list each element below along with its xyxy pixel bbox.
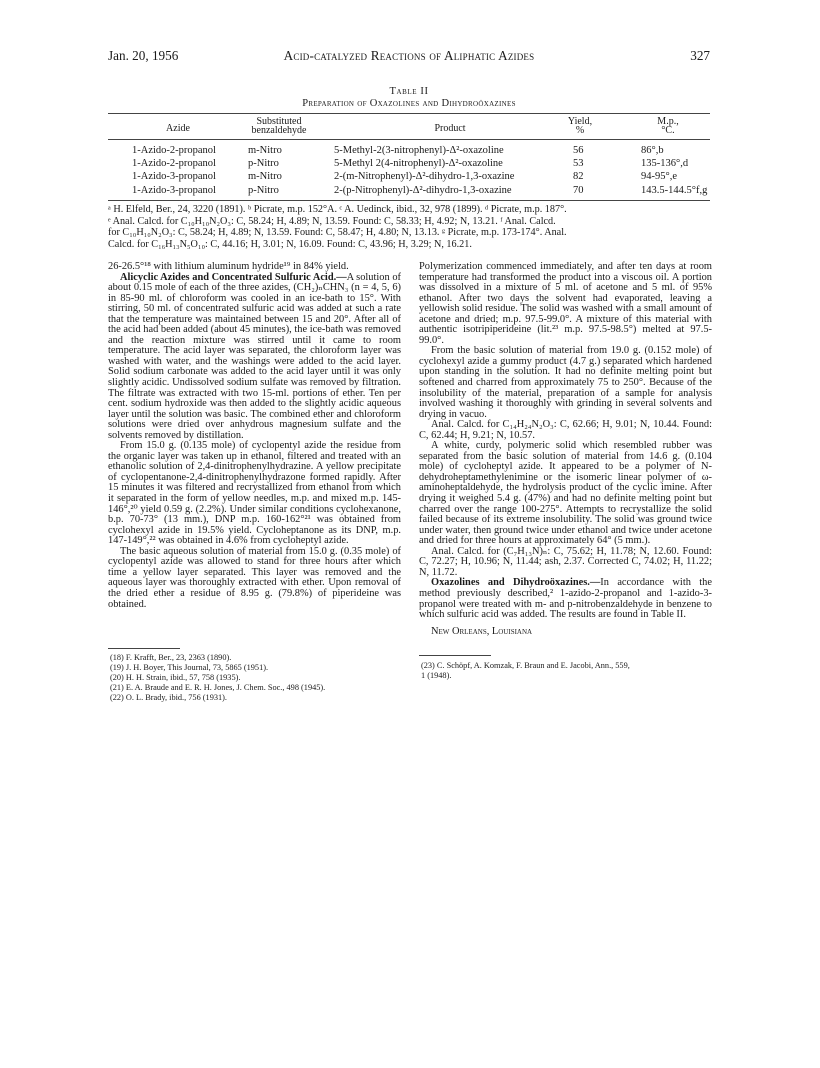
table-cell-azide: 1-Azido-3-propanol bbox=[132, 171, 216, 183]
table-cell-mp: 135-136°,d bbox=[641, 158, 689, 170]
paragraph: 26-26.5°¹⁸ with lithium aluminum hydride¹⁹ in 84% yield. bbox=[108, 261, 349, 272]
page-number: 327 bbox=[690, 48, 710, 63]
table-cell-product: 5-Methyl 2(4-nitrophenyl)-Δ²-oxazoline bbox=[334, 158, 503, 170]
paragraph: From 15.0 g. (0.135 mole) of cyclopentyl azide the residue from the organic layer was taken up in ethanol, filtered and treated with an ethanolic solution of 2,4-dinitrophenylhydrazine. A yellow precipitate of cyclopentanone-2,4-dinitrophenylhydrazone formed rapidly. After 15 minutes it was filtered and recrystallized from ethanol from which it separated in the form of yellow needles, m.p. and mixed m.p. 145-146°,²⁰ yield 0.59 g. (2.2%). Under similar conditions cyclohexanone, b.p. 70-73° (13 mm.), DNP m.p. 160-162°²¹ was obtained from cyclohexyl azide in 19.5% yield. Cycloheptanone as its DNP, m.p. 147-149°,²² was obtained in 4.6% from cycloheptyl azide. bbox=[108, 440, 401, 547]
table-head-rule bbox=[108, 139, 710, 140]
affiliation-location: New Orleans, Louisiana bbox=[431, 625, 533, 637]
section-heading: Oxazolines and Dihydroöxazines.— bbox=[431, 577, 601, 589]
table-cell-yield: 53 bbox=[573, 158, 584, 170]
table-row bbox=[108, 145, 710, 159]
table-cell-mp: 94-95°,e bbox=[641, 171, 677, 183]
reference: (18) F. Krafft, Ber., 23, 2363 (1890). bbox=[110, 653, 232, 662]
paragraph: From the basic solution of material from 19.0 g. (0.152 mole) of cyclohexyl azide a gummy product (4.7 g.) separated which hardened upon standing in the solution. It had no definite melting point but softened and charred from approximately 75 to 250°. Because of the insolubility of the material, preparation of a sample for analysis involved washing it thoroughly with grinding in several solvents and drying in vacuo. bbox=[419, 345, 712, 420]
table-cell-product: 5-Methyl-2(3-nitrophenyl)-Δ²-oxazoline bbox=[334, 145, 504, 156]
table-cell-benzaldehyde: p-Nitro bbox=[248, 158, 279, 170]
table-cell-azide: 1-Azido-2-propanol bbox=[132, 158, 216, 170]
table-row bbox=[108, 158, 710, 172]
table-caption: Preparation of Oxazolines and Dihydroöxazines bbox=[302, 98, 516, 109]
reference: (19) J. H. Boyer, This Journal, 73, 5865 (1951). bbox=[110, 663, 269, 672]
col-azide: Azide bbox=[166, 123, 190, 134]
col-benz-2: benzaldehyde bbox=[251, 125, 307, 136]
right-column bbox=[419, 262, 712, 637]
table-cell-benzaldehyde: m-Nitro bbox=[248, 145, 282, 156]
paragraph: A white, curdy, polymeric solid which resembled rubber was separated from the basic solution of material from 14.6 g. (0.104 mole) of cycloheptyl azide. It appeared to be a polymer of N-dehydroheptamethylenimine or the isomeric linear polymer of ω-aminoheptaldehyde, the hydrolysis product of the cyclic imine. After drying it weighed 5.4 g. (47%) and had no definite melting point but charred over the range 100-275°. Attempts to recrystallize the solid failed because of its extreme insolubility. The solid was ground twice under water, then ground twice under ethanol and twice under acetone and dried for three hours at approximately 64° (5 mm.). bbox=[419, 440, 712, 547]
table-cell-yield: 56 bbox=[573, 145, 584, 156]
reference: (21) E. A. Braude and E. R. H. Jones, J. Chem. Soc., 498 (1945). bbox=[110, 683, 326, 692]
footnote-rule-left bbox=[108, 648, 180, 649]
section-paragraph bbox=[419, 578, 712, 620]
table-cell-yield: 82 bbox=[573, 171, 584, 183]
reference: (23) C. Schöpf, A. Komzak, F. Braun and E. Jacobi, Ann., 559, bbox=[421, 661, 630, 670]
table-footnote: for C₁₀H₁₀N₂O₃: C, 58.24; H, 4.89; N, 13.59. Found: C, 58.47; H, 4.80; N, 13.13. ᵍ Picrate, m.p. 173-174°. Anal. bbox=[108, 227, 567, 238]
table-cell-benzaldehyde: m-Nitro bbox=[248, 171, 282, 183]
col-yield-2: % bbox=[575, 125, 585, 136]
paragraph: Anal. Calcd. for C₁₄H₂₄N₂O₃: C, 62.66; H, 9.01; N, 10.44. Found: C, 62.44; H, 9.21; N, 10.57. bbox=[419, 419, 712, 441]
table-cell-product: 2-(m-Nitrophenyl)-Δ²-dihydro-1,3-oxazine bbox=[334, 171, 515, 183]
reference: 1 (1948). bbox=[421, 671, 452, 680]
table-cell-mp: 143.5-144.5°f,g bbox=[641, 184, 708, 196]
footnote-rule-right bbox=[419, 655, 491, 656]
table-cell-benzaldehyde: p-Nitro bbox=[248, 184, 279, 196]
paragraph-text: In accordance with the method previously described,² 1-azido-2-propanol and 1-azido-3-propanol were treated with m- and p-nitrobenzaldehyde in benzene to which sulfuric acid was added. The results are found in Table II. bbox=[419, 577, 712, 621]
col-yield-1: Yield, bbox=[567, 116, 593, 127]
table-bottom-rule bbox=[108, 200, 710, 201]
section-heading: Alicyclic Azides and Concentrated Sulfuric Acid.— bbox=[120, 271, 347, 283]
table-row bbox=[108, 171, 710, 185]
paragraph: Anal. Calcd. for (C₇H₁₃N)ₙ: C, 75.62; H, 11.78; N, 12.60. Found: C, 72.27; H, 10.96; N, 11.44; ash, 2.37. Corrected C, 74.02; H, 11.22; N, 11.72. bbox=[419, 545, 712, 578]
right-references bbox=[421, 661, 711, 681]
table-cell-mp: 86°,b bbox=[641, 145, 664, 156]
table-top-rule bbox=[108, 113, 710, 114]
reference: (22) O. L. Brady, ibid., 756 (1931). bbox=[110, 693, 227, 702]
table-footnote: ᵉ Anal. Calcd. for C₁₀H₁₀N₂O₃: C, 58.24; H, 4.89; N, 13.59. Found: C, 58.33; H, 4.92; N, 13.21. ᶠ Anal. Calcd. bbox=[108, 215, 556, 227]
col-mp-2: °C. bbox=[661, 125, 675, 136]
table-label: Table II bbox=[389, 86, 429, 97]
left-column bbox=[108, 262, 401, 610]
table-footnote: Calcd. for C₁₆H₁₃N₅O₁₀: C, 44.16; H, 3.01; N, 16.09. Found: C, 43.96; H, 3.29; N, 16.21. bbox=[108, 238, 472, 250]
reference: (20) H. H. Strain, ibid., 57, 758 (1935). bbox=[110, 673, 241, 682]
col-mp-1: M.p., bbox=[657, 116, 679, 127]
table-footnote: ᵃ H. Elfeld, Ber., 24, 3220 (1891). ᵇ Picrate, m.p. 152°A. ᶜ A. Uedinck, ibid., 32, 978 (1899). ᵈ Picrate, m.p. 187°. bbox=[108, 204, 567, 215]
col-product: Product bbox=[434, 123, 466, 134]
left-references bbox=[110, 653, 400, 703]
table-cell-azide: 1-Azido-2-propanol bbox=[132, 145, 216, 156]
table-cell-azide: 1-Azido-3-propanol bbox=[132, 184, 216, 196]
paragraph-text: A solution of about 0.15 mole of each of the three azides, (CH₂)ₙCHN₃ (n = 4, 5, 6) in 85-90 ml. of chloroform was cooled in an ice-bath to 15°. With stirring, 50 ml. of concentrated sulfuric acid was added at such a rate that the temperature was maintained between 15 and 20°. After all of the acid had been added (about 45 minutes), the ice-bath was removed and the reaction mixture was stirred until it came to room temperature. The acid layer was separated, the chloroform layer was washed with water, and the washings were added to the acid layer. Solid sodium carbonate was added to the acid layer until it was only slightly acidic. Undissolved sodium sulfate was removed by filtration. The filtrate was extracted with two 15-ml. portions of ether. Ten per cent. sodium hydroxide was then added to the slightly acidic aqueous layer until the solution was basic. The combined ether and chloroform solutions were dried over anhydrous magnesium sulfate and the solvents removed by distillation. bbox=[108, 271, 401, 441]
table-footnotes bbox=[108, 204, 712, 250]
section-paragraph bbox=[108, 273, 401, 442]
header-title: Acid-catalyzed Reactions of Aliphatic Azides bbox=[283, 48, 535, 63]
table-row bbox=[108, 185, 710, 199]
table-cell-product: 2-(p-Nitrophenyl)-Δ²-dihydro-1,3-oxazine bbox=[334, 184, 512, 196]
col-benz-1: Substituted bbox=[256, 116, 302, 127]
paragraph: The basic aqueous solution of material from 15.0 g. (0.35 mole) of cyclopentyl azide was allowed to stand for three hours after which time a yellow layer separated. This layer was removed and the aqueous layer was thoroughly extracted with ether. Upon removal of the dried ether a residue of 8.95 g. (79.8%) of piperideine was obtained. bbox=[108, 545, 401, 610]
paragraph: Polymerization commenced immediately, and after ten days at room temperature had transformed the product into a viscous oil. A portion was dissolved in a mixture of 5 ml. of acetone and 5 ml. of 95% ethanol. After two days the solvent had evaporated, leaving a yellowish solid residue. The solid was washed with a small amount of acetone and dried; m.p. 97.5-99.0°. A mixture of this material with authentic isotripiperideine (lit.²³ m.p. 97.5-98.5°) melted at 97.5-99.0°. bbox=[419, 261, 712, 346]
header-date: Jan. 20, 1956 bbox=[108, 48, 179, 63]
table-cell-yield: 70 bbox=[573, 184, 584, 196]
